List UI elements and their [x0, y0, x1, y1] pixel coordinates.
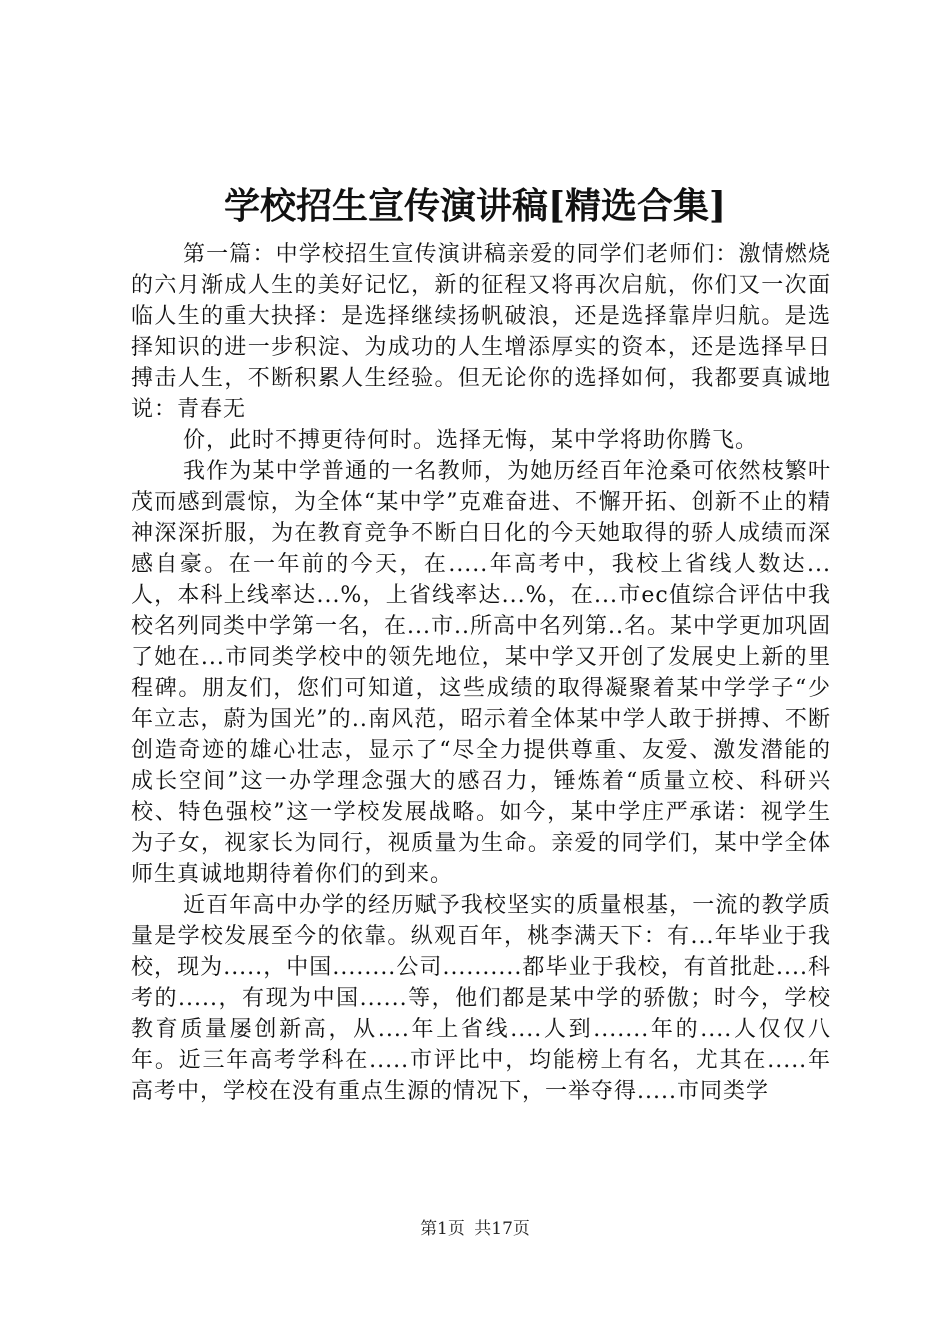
page-number: 第1页 [420, 1219, 465, 1239]
paragraph-1: 第一篇：中学校招生宣传演讲稿亲爱的同学们老师们：激情燃烧的六月渐成人生的美好记忆，新的征程又将再次启航，你们又一次面临人生的重大抉择：是选择继续扬帆破浪，还是选择靠岸归航。是选择知识的进一步积淀、为成功的人生增添厚实的资本，还是选择早日搏击人生，不断积累人生经验。但无论你的选择如何，我都要真诚地说：青春无 [131, 242, 831, 422]
document-title: 学校招生宣传演讲稿[精选合集] [223, 185, 727, 227]
page-total: 共17页 [474, 1219, 530, 1239]
document-body [131, 239, 831, 1107]
paragraph-3: 我作为某中学普通的一名教师，为她历经百年沧桑可依然枝繁叶茂而感到震惊，为全体“某中学”克难奋进、不懈开拓、创新不止的精神深深折服，为在教育竞争不断白日化的今天她取得的骄人成绩而深感自豪。在一年前的今天，在.....年高考中，我校上省线人数达...人，本科上线率达...%，上省线率达...%，在...市ec值综合评估中我校名列同类中学第一名，在...市..所高中名列第..名。某中学更加巩固了她在...市同类学校中的领先地位，某中学又开创了发展史上新的里程碑。朋友们，您们可知道，这些成绩的取得凝聚着某中学学子“少年立志，蔚为国光”的..南风范，昭示着全体某中学人敢于拼搏、不断创造奇迹的雄心壮志，显示了“尽全力提供尊重、友爱、激发潜能的成长空间”这一办学理念强大的感召力，锤炼着“质量立校、科研兴校、特色强校”这一学校发展战略。如今，某中学庄严承诺：视学生为子女，视家长为同行，视质量为生命。亲爱的同学们，某中学全体师生真诚地期待着你们的到来。 [131, 459, 831, 887]
paragraph-2: 价，此时不搏更待何时。选择无悔，某中学将助你腾飞。 [183, 428, 759, 453]
page-footer [0, 1217, 950, 1241]
paragraph-4: 近百年高中办学的经历赋予我校坚实的质量根基，一流的教学质量是学校发展至今的依靠。纵观百年，桃李满天下：有...年毕业于我校，现为.....，中国........公司..........都毕业于我校，有首批赴....科考的.....，有现为中国......等，他们都是某中学的骄傲；时今，学校教育质量屡创新高，从....年上省线....人到.......年的....人仅仅八年。近三年高考学科在.....市评比中，均能榜上有名，尤其在.....年高考中，学校在没有重点生源的情况下，一举夺得.....市同类学 [131, 893, 831, 1104]
